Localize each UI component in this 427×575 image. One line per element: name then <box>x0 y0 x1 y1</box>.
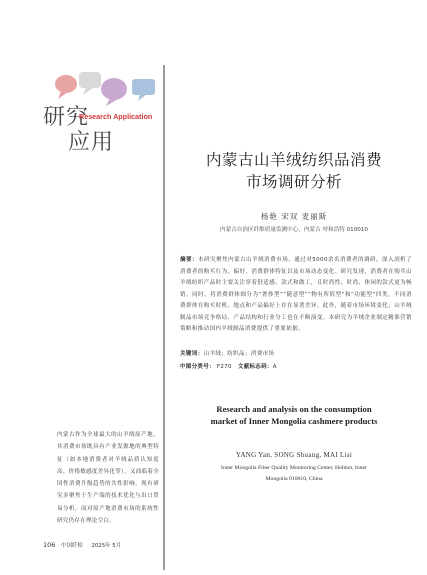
abstract-label: 摘要： <box>180 257 199 263</box>
authors-en: YANG Yan, SONG Shuang, MAI Lisi <box>235 451 353 459</box>
affiliation-en-line2: Mongolia 010010, China <box>265 476 323 482</box>
affiliation-en-line1: Inner Mongolia Fiber Quality Monitoring Center, Hohhot, Inner <box>221 465 367 471</box>
article-title-cn-line2: 市场调研分析 <box>245 173 342 191</box>
keywords-label: 关键词： <box>180 351 204 357</box>
keywords <box>180 349 412 357</box>
classification-line <box>180 362 412 370</box>
article-title-en-line1: Research and analysis on the consumption <box>216 404 372 414</box>
column-divider-line <box>163 65 165 570</box>
authors-cn: 杨艳 宋双 麦丽斯 <box>260 212 328 221</box>
affiliation-cn: 内蒙古自治区纤维质量监测中心，内蒙古 呼和浩特 010010 <box>220 227 368 233</box>
bubble-gray <box>79 72 101 95</box>
intro-paragraph: 内蒙古作为全球最大的山羊绒原产地，其消费市场既具有产业发源地的典型特征（如本地消费者对羊绒品质认知度高、价格敏感度差异化等），又面临着全国性消费升级趋势的共性影响。现有研究多聚焦于生产端的技术优化与出口贸易分析，而对原产地消费市场的系统性研究仍存在理论空白。 <box>57 432 159 525</box>
section-title-research: 研究 <box>43 105 90 130</box>
bubble-pink <box>55 75 77 99</box>
doc-code-label: 文献标志码： <box>237 364 273 370</box>
doc-code-value: A <box>272 364 277 370</box>
issue-date: 2025年 5月 <box>91 543 122 549</box>
section-title-application: 应用 <box>68 130 115 155</box>
classification-value: F270 <box>216 364 232 370</box>
article-title-cn-line1: 内蒙古山羊绒纺织品消费 <box>205 151 382 169</box>
page-footer <box>43 541 121 549</box>
keywords-text: 山羊绒；纺织品；消费市场 <box>203 351 275 357</box>
bubble-purple <box>101 78 127 106</box>
article-title-en-line2: market of Inner Mongolia cashmere products <box>210 416 378 426</box>
classification-label: 中图分类号： <box>180 364 215 370</box>
journal-name: 中国纤检 <box>61 543 83 549</box>
abstract-cn <box>180 255 412 336</box>
page-number: 106 <box>43 541 56 549</box>
bubble-blue <box>132 79 155 101</box>
abstract-text: 本研究聚焦内蒙古山羊绒消费市场，通过对5000余名消费者的调研，深入剖析了消费者的购买行为、偏好、消费群体特征以及市场动态变化。研究发现，消费者在购买山羊绒纺织产品时主要关注穿着舒适感、款式和做工，且时尚性、时尚、休闲的款式更为畅销。同时，将消费群体细分为“奢侈型”“随意型”“物有所值型”和“功能型”四类，不同消费群体在购买时机、地点和产品偏好上存在显著差异。此外，随着市场环境变化，山羊绒制品市场竞争格局、产品结构和行业分工也在不断演变。本研究为羊绒企业制定精准营销策略和推动国内羊绒制品消费提供了重要依据。 <box>180 257 412 332</box>
section-subtitle-en: Research Application <box>79 112 153 121</box>
